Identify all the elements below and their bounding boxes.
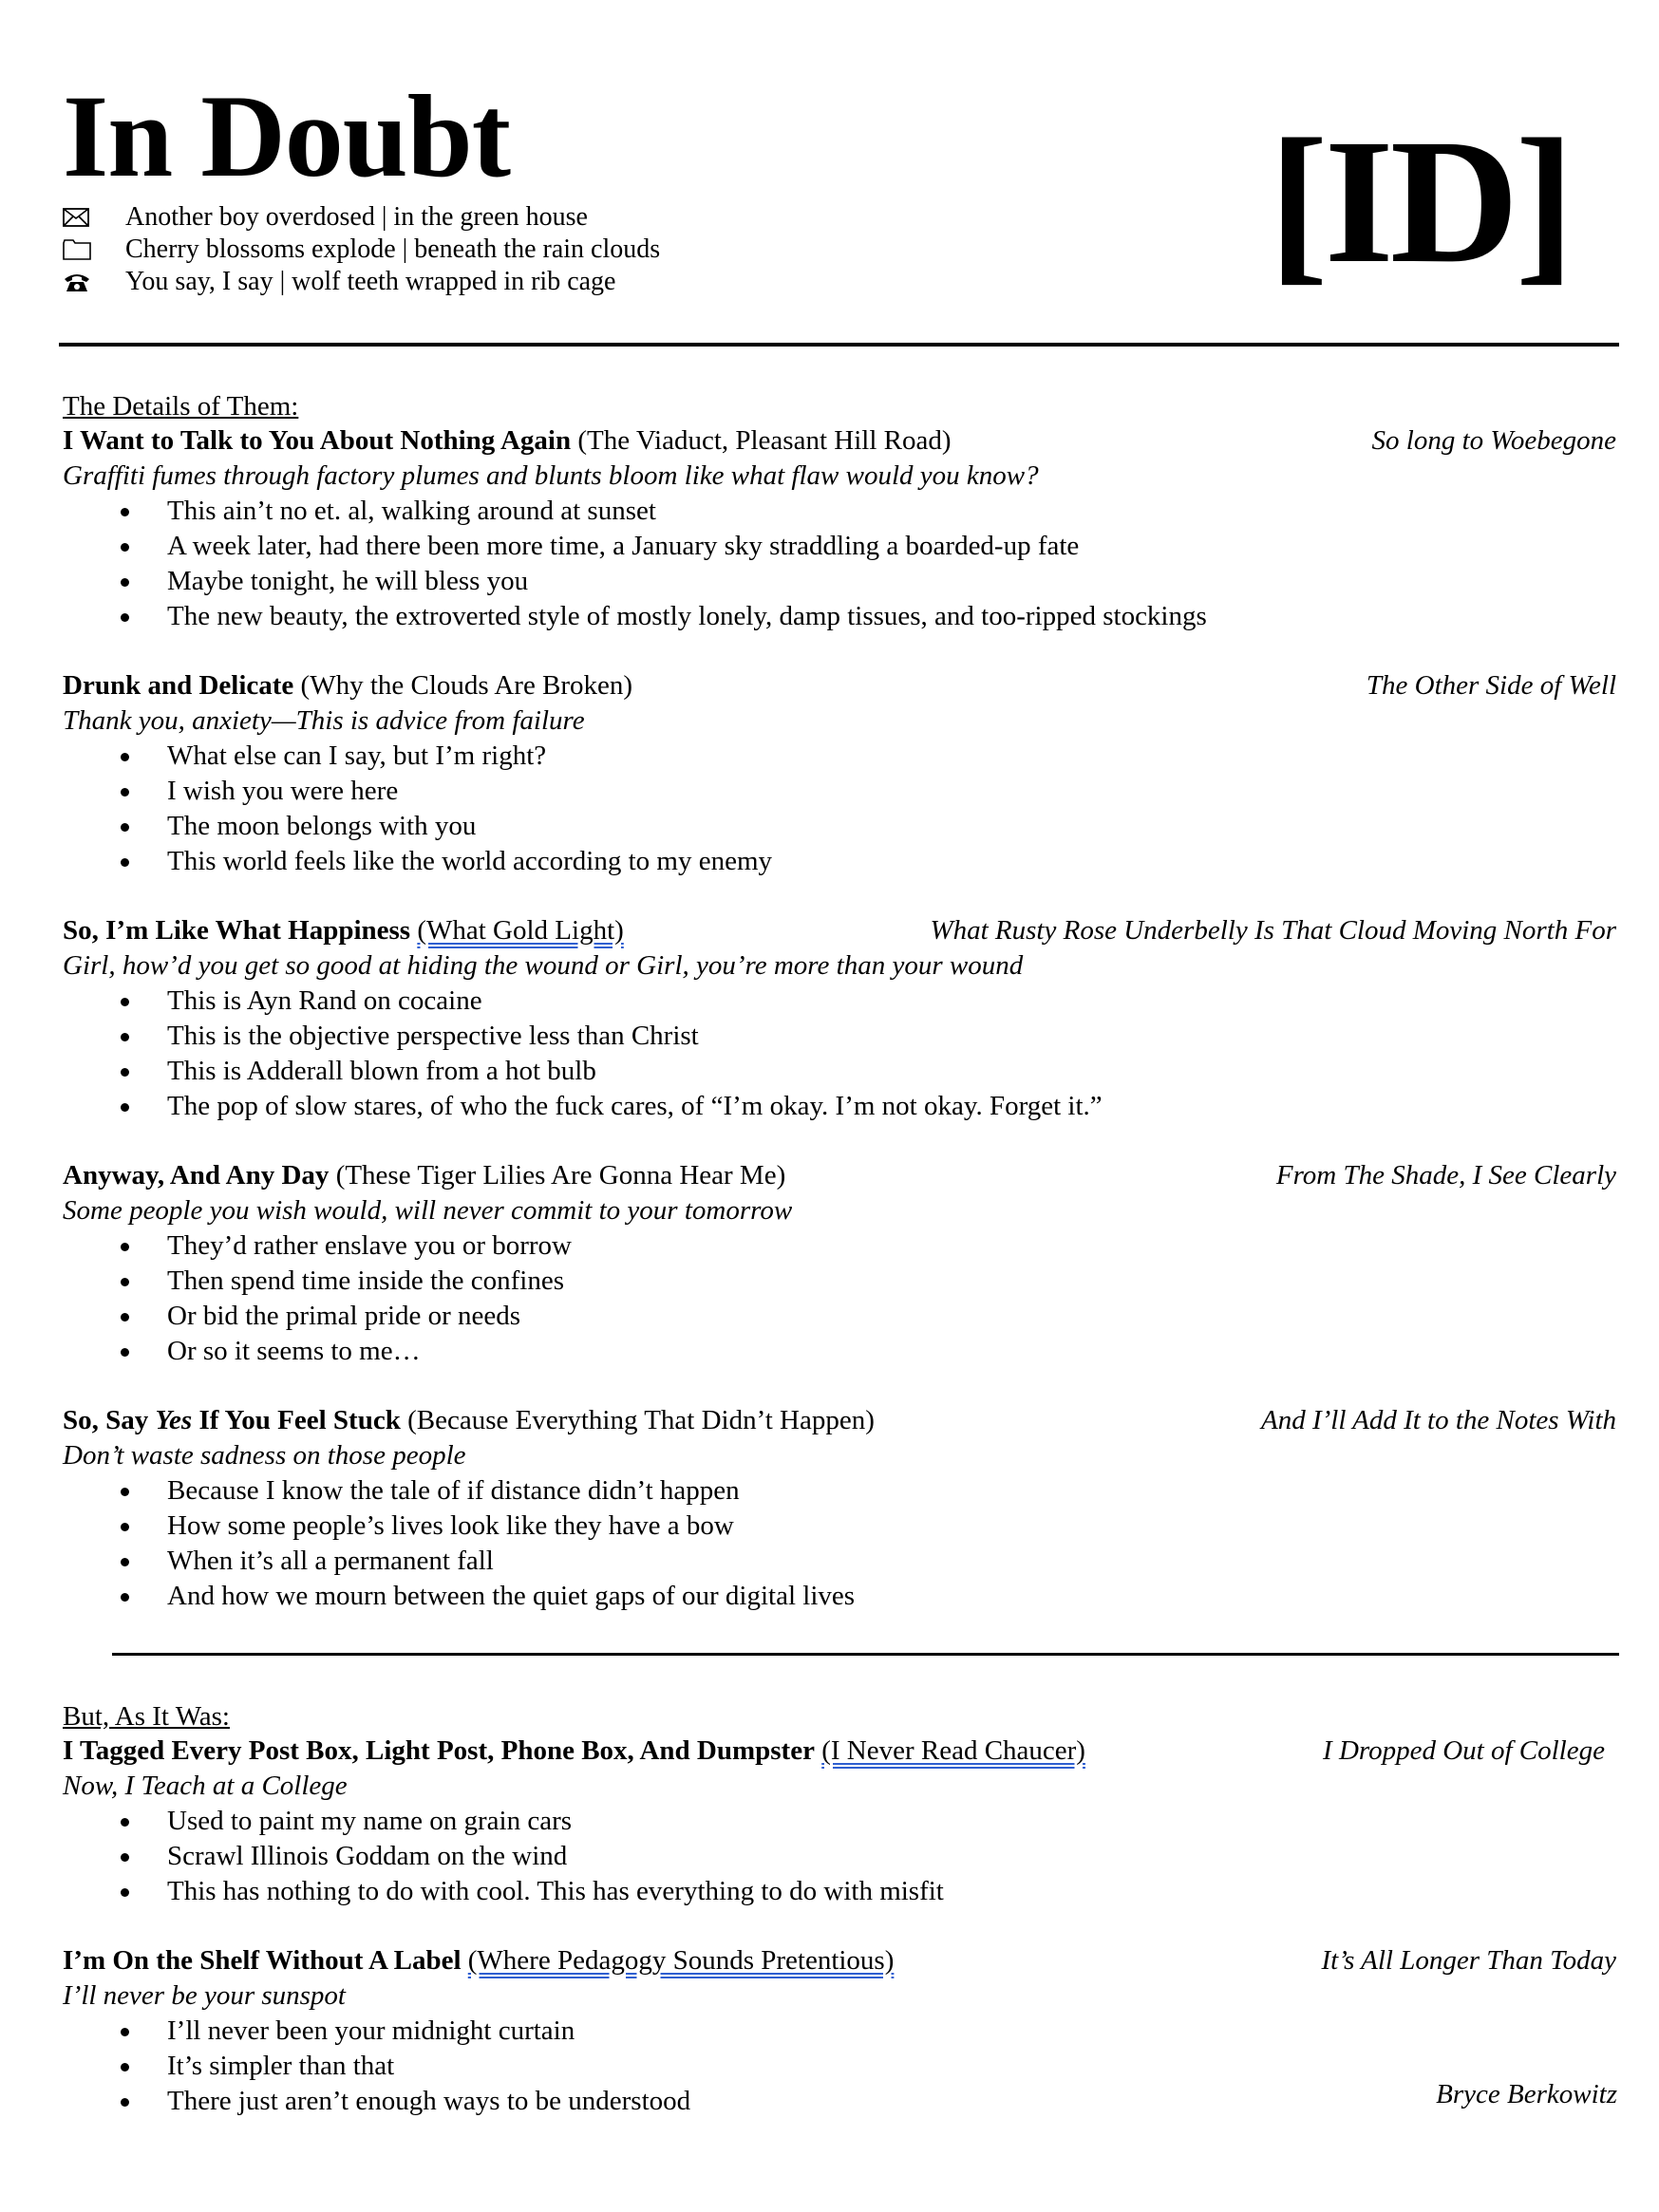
bullet-list [63,2014,1620,2119]
list-item: The pop of slow stares, of who the fuck cares, of “I’m okay. I’m not okay. Forget it.” [63,1089,1620,1124]
entry-right-note: The Other Side of Well [1366,670,1616,701]
list-item: This is Adderall blown from a hot bulb [63,1054,1620,1089]
entry-subtitle: Some people you wish would, will never commit to your tomorrow [63,1195,793,1226]
entry [63,1943,1620,2119]
list-item: The moon belongs with you [63,809,1620,844]
entry-right-note: So long to Woebegone [1371,425,1616,456]
document-title: In Doubt [63,71,510,201]
entry-paren: (What Gold Light) [417,915,624,946]
contact-address-text: Cherry blossoms explode | beneath the rain clouds [125,234,661,264]
entry-right-note: From The Shade, I See Clearly [1275,1160,1616,1190]
entry-heading [63,1734,1620,1769]
entry-title: I Want to Talk to You About Nothing Again [63,425,572,456]
list-item: Then spend time inside the confines [63,1264,1620,1299]
list-item: Maybe tonight, he will bless you [63,564,1620,599]
entry-paren: (Because Everything That Didn’t Happen) [407,1405,875,1435]
entry-paren: (I Never Read Chaucer) [821,1735,1085,1766]
list-item: Because I know the tale of if distance didn’t happen [63,1473,1620,1509]
section-divider [112,1653,1619,1656]
list-item: And how we mourn between the quiet gaps of our digital lives [63,1579,1620,1614]
contact-row [63,234,784,266]
list-item: They’d rather enslave you or borrow [63,1228,1620,1264]
entry-subtitle: Don’t waste sadness on those people [63,1440,466,1471]
list-item: The new beauty, the extroverted style of mostly lonely, damp tissues, and too-ripped stockings [63,599,1620,634]
list-item: Or so it seems to me… [63,1334,1620,1369]
list-item: I wish you were here [63,774,1620,809]
entry-title [63,1405,401,1435]
entry-title: I’m On the Shelf Without A Label [63,1945,462,1976]
entry-paren: (Where Pedagogy Sounds Pretentious) [467,1945,895,1976]
list-item: Used to paint my name on grain cars [63,1804,1620,1839]
entry-title-emphasis: Yes [155,1405,193,1435]
list-item: This ain’t no et. al, walking around at sunset [63,494,1620,529]
list-item: This world feels like the world according to my enemy [63,844,1620,879]
entry-paren: (The Viaduct, Pleasant Hill Road) [577,425,952,456]
entry-title: Anyway, And Any Day [63,1160,330,1190]
entry-right-note: I Dropped Out of College [1323,1735,1605,1766]
list-item: Or bid the primal pride or needs [63,1299,1620,1334]
list-item: I’ll never been your midnight curtain [63,2014,1620,2049]
entry-paren: (Why the Clouds Are Broken) [300,670,633,701]
list-item: It’s simpler than that [63,2049,1620,2084]
bullet-list [63,1804,1620,1909]
bullet-list [63,739,1620,879]
list-item: When it’s all a permanent fall [63,1544,1620,1579]
contact-email-text: Another boy overdosed | in the green house [125,202,588,232]
section-title: The Details of Them: [63,391,299,422]
list-item: A week later, had there been more time, a January sky straddling a boarded-up fate [63,529,1620,564]
entry [63,1734,1620,1909]
list-item: What else can I say, but I’m right? [63,739,1620,774]
entry-title: Drunk and Delicate [63,670,294,701]
list-item: This is the objective perspective less than Christ [63,1019,1620,1054]
entry-subtitle: Now, I Teach at a College [63,1771,348,1801]
entry [63,1158,1620,1369]
entry-paren: (These Tiger Lilies Are Gonna Hear Me) [335,1160,786,1190]
entry-right-note: What Rusty Rose Underbelly Is That Cloud Moving North For [930,915,1616,946]
contact-block [63,201,784,298]
entry-subtitle: I’ll never be your sunspot [63,1980,346,2011]
entry-subtitle: Girl, how’d you get so good at hiding the wound or Girl, you’re more than your wound [63,950,1024,981]
list-item: Scrawl Illinois Goddam on the wind [63,1839,1620,1874]
section-as-it-was [63,1699,1620,2119]
entry-heading [63,668,1620,703]
entry-title: So, I’m Like What Happiness [63,915,411,946]
list-item: This has nothing to do with cool. This has everything to do with misfit [63,1874,1620,1909]
entry [63,913,1620,1124]
entry-subtitle: Thank you, anxiety—This is advice from failure [63,705,585,736]
bullet-list [63,494,1620,634]
envelope-icon [63,208,125,227]
entry-heading [63,423,1620,459]
author-signature: Bryce Berkowitz [1436,2079,1617,2109]
contact-row [63,266,784,298]
contact-phone-text: You say, I say | wolf teeth wrapped in rib cage [125,267,616,296]
entry-subtitle: Graffiti fumes through factory plumes and blunts bloom like what flaw would you know? [63,460,1039,491]
entry-heading [63,1403,1620,1438]
entry-title-part: So, Say [63,1405,156,1435]
entry-heading [63,1943,1620,1978]
entry-title-part: If You Feel Stuck [192,1405,401,1435]
list-item: This is Ayn Rand on cocaine [63,984,1620,1019]
entry [63,423,1620,634]
entry-right-note: And I’ll Add It to the Notes With [1260,1405,1616,1435]
contact-row [63,201,784,234]
bullet-list [63,1473,1620,1614]
folder-icon [63,239,125,260]
entry-title: I Tagged Every Post Box, Light Post, Phone Box, And Dumpster [63,1735,815,1766]
bullet-list [63,1228,1620,1369]
section-title: But, As It Was: [63,1701,230,1732]
entry [63,668,1620,879]
phone-icon [63,272,125,292]
list-item: There just aren’t enough ways to be understood [63,2084,1620,2119]
section-details [63,389,1620,1614]
entry-heading [63,913,1620,948]
list-item: How some people’s lives look like they have a bow [63,1509,1620,1544]
bullet-list [63,984,1620,1124]
initials-monogram: [ID] [1269,102,1572,300]
entry [63,1403,1620,1614]
entry-heading [63,1158,1620,1193]
entry-right-note: It’s All Longer Than Today [1321,1945,1616,1976]
header-divider [59,343,1619,347]
